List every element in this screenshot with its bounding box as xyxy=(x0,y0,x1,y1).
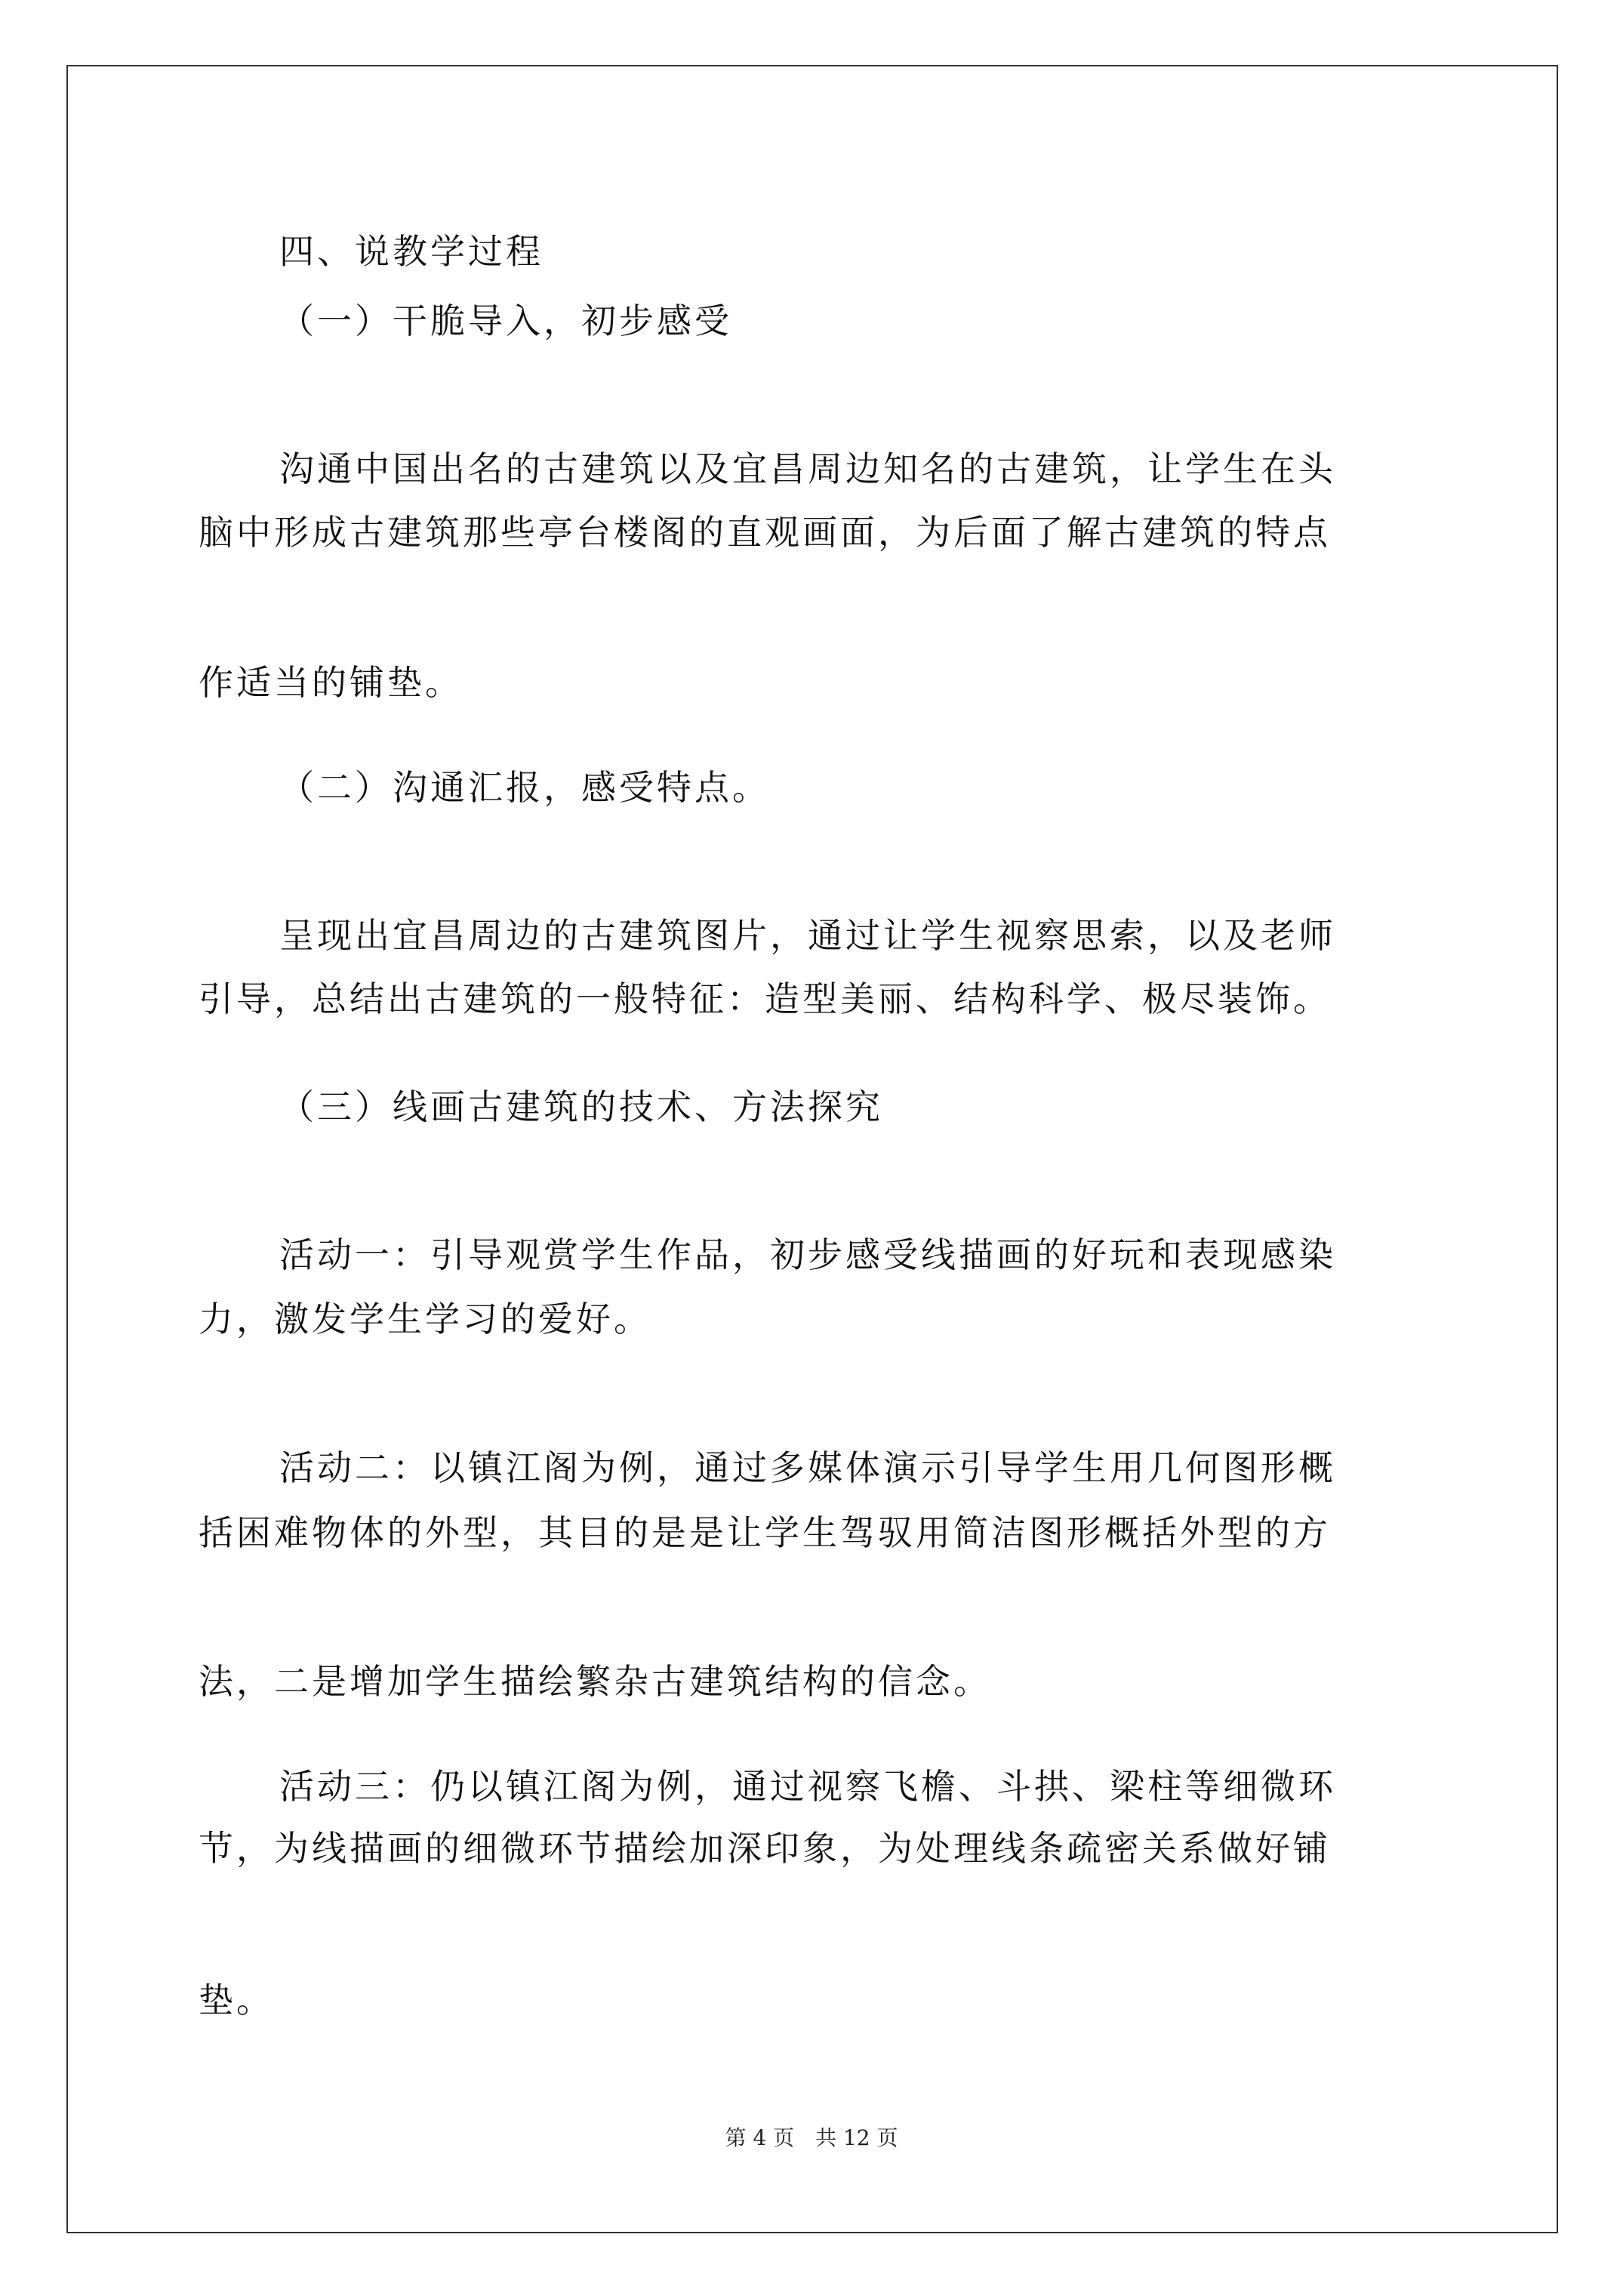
subsection-heading: （三）线画古建筑的技术、方法探究 xyxy=(279,1086,883,1127)
paragraph-line: 节，为线描画的细微环节描绘加深印象，为处理线条疏密关系做好铺 xyxy=(199,1828,1331,1869)
section-heading: 四、说教学过程 xyxy=(279,231,544,272)
page-number-footer: 第 4 页 共 12 页 xyxy=(725,2125,898,2150)
subsection-heading: （二）沟通汇报，感受特点。 xyxy=(279,767,770,808)
subsection-heading: （一）干脆导入，初步感受 xyxy=(279,300,732,341)
paragraph-line: 活动三：仍以镇江阁为例，通过视察飞檐、斗拱、梁柱等细微环 xyxy=(279,1766,1336,1807)
paragraph-line: 活动二：以镇江阁为例，通过多媒体演示引导学生用几何图形概 xyxy=(279,1447,1336,1488)
paragraph-line: 活动一：引导观赏学生作品，初步感受线描画的好玩和表现感染 xyxy=(279,1234,1336,1275)
paragraph-line: 脑中形成古建筑那些亭台楼阁的直观画面，为后面了解古建筑的特点 xyxy=(199,512,1331,553)
paragraph-line: 法，二是增加学生描绘繁杂古建筑结构的信念。 xyxy=(199,1661,991,1702)
paragraph-line: 沟通中国出名的古建筑以及宜昌周边知名的古建筑，让学生在头 xyxy=(279,448,1336,489)
paragraph-line: 引导，总结出古建筑的一般特征：造型美丽、结构科学、极尽装饰。 xyxy=(199,978,1331,1019)
page-border xyxy=(66,65,1558,2233)
paragraph-line: 呈现出宜昌周边的古建筑图片，通过让学生视察思索，以及老师 xyxy=(279,915,1336,956)
paragraph-line: 力，激发学生学习的爱好。 xyxy=(199,1299,651,1339)
paragraph-line: 垫。 xyxy=(199,1980,274,2020)
paragraph-line: 括困难物体的外型，其目的是是让学生驾驭用简洁图形概括外型的方 xyxy=(199,1512,1331,1553)
paragraph-line: 作适当的铺垫。 xyxy=(199,662,463,703)
